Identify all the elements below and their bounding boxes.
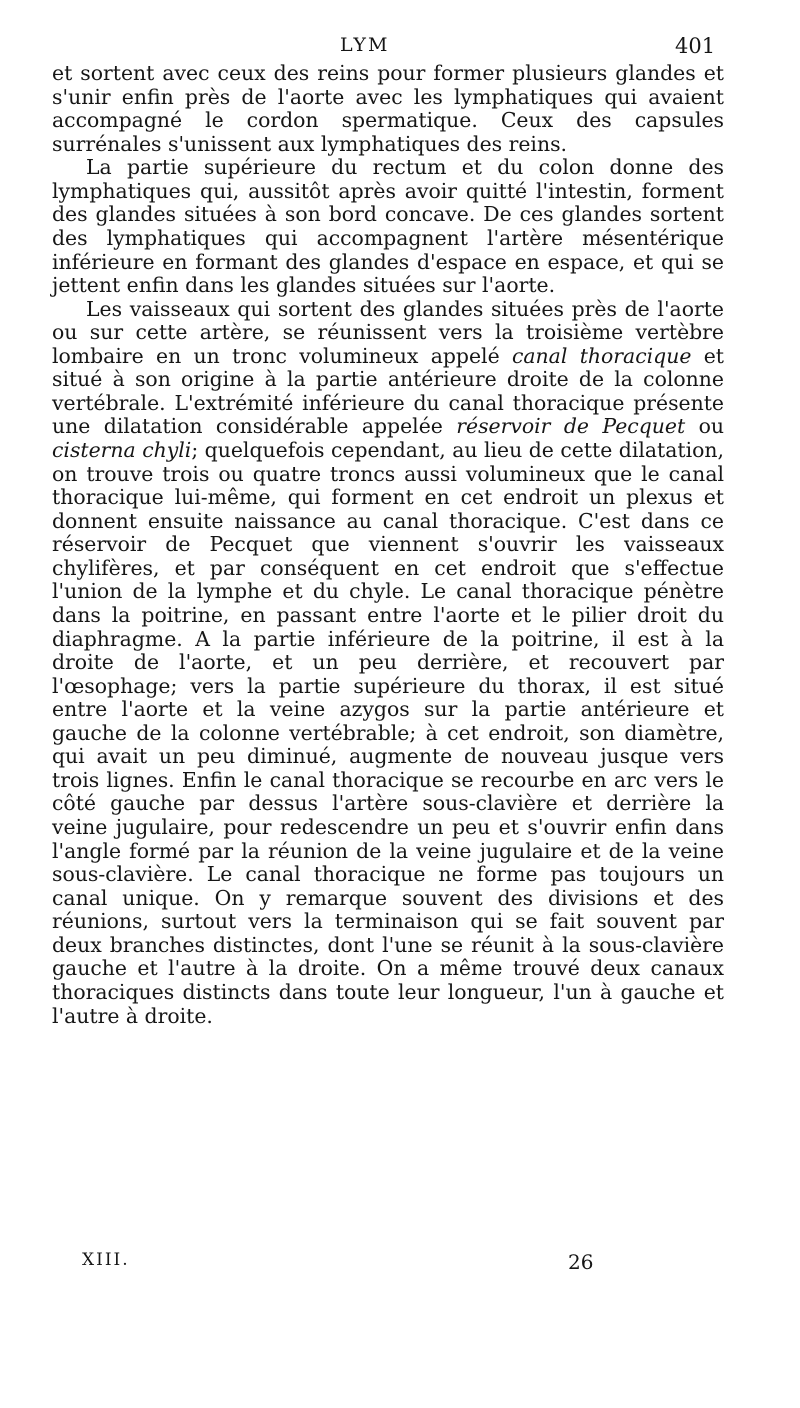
text-run: ; quelquefois cependant, au lieu de cette dilatation, on trouve trois ou quatre troncs aussi volumineux que le canal thoracique lui-même, qui forment en cet endroit un plexus et donnent ensuite naissance au canal thoracique. C'est dans ce réservoir de Pecquet que viennent s'ouvrir les vaisseaux chylifères, et par conséquent en cet endroit que s'effectue l'union de la lymphe et du chyle. Le canal thoracique pénètre dans la poitrine, en passant entre l'aorte et le pilier droit du diaphragme. A la partie inférieure de la poitrine, il est à la droite de l'aorte, et un peu derrière, et recouvert par l'œsophage; vers la partie supérieure du thorax, il est situé entre l'aorte et la veine azygos sur la partie antérieure et gauche de la colonne vertébrable; à cet endroit, son diamètre, qui avait un peu diminué, augmente de nouveau jusque vers trois lignes. Enfin le canal thoracique se recourbe en arc vers le côté gauche par dessus l'artère sous-clavière et derrière la veine jugulaire, pour redescendre un peu et s'ouvrir enfin dans l'angle formé par la réunion de la veine jugulaire et de la veine sous-clavière. Le canal thoracique ne forme pas toujours un canal unique. On y remarque souvent des divisions et des réunions, surtout vers la terminaison qui se fait souvent par deux branches distinctes, dont l'une se réunit à la sous-clavière gauche et l'autre à la droite. On a même trouvé deux canaux thoraciques distincts dans toute leur longueur, l'un à gauche et l'autre à droite. [52,438,724,1028]
sheet-number: 26 [568,1250,594,1274]
paragraph [52,156,724,297]
italic-term: canal thoracique [511,343,692,368]
paragraph [52,62,724,156]
page-number: 401 [675,34,716,58]
signature-mark: XIII. [82,1250,130,1270]
text-run: Les vaisseaux qui sortent des glandes situées près de l'aorte ou sur cette artère, se réunissent vers la troisième vertèbre lombaire en un tronc volumineux appelé [52,296,724,368]
text-run: La partie supérieure du rectum et du colon donne des lymphatiques qui, aussitôt après avoir quitté l'intestin, forment des glandes situées à son bord concave. De ces glandes sortent des lymphatiques qui accompagnent l'artère mésentérique inférieure en formant des glandes d'espace en espace, et qui se jettent enfin dans les glandes situées sur l'aorte. [52,155,724,298]
italic-term: cisterna chyli [52,438,192,462]
running-head: LYM [340,34,390,56]
text-run: et situé à son origine à la partie antérieure droite de la colonne vertébrale. L'extrémité inférieure du canal thoracique présente une dilatation considérable appelée [52,343,724,439]
body-text [52,62,724,1028]
italic-term: réservoir de Pecquet [456,414,686,439]
text-run: ou [685,414,724,439]
text-run: et sortent avec ceux des reins pour former plusieurs glandes et s'unir enfin près de l'aorte avec les lymphatiques qui avaient accompagné le cordon spermatique. Ceux des capsules surrénales s'unissent aux lymphatiques des reins. [52,61,724,156]
paragraph [52,298,724,1028]
